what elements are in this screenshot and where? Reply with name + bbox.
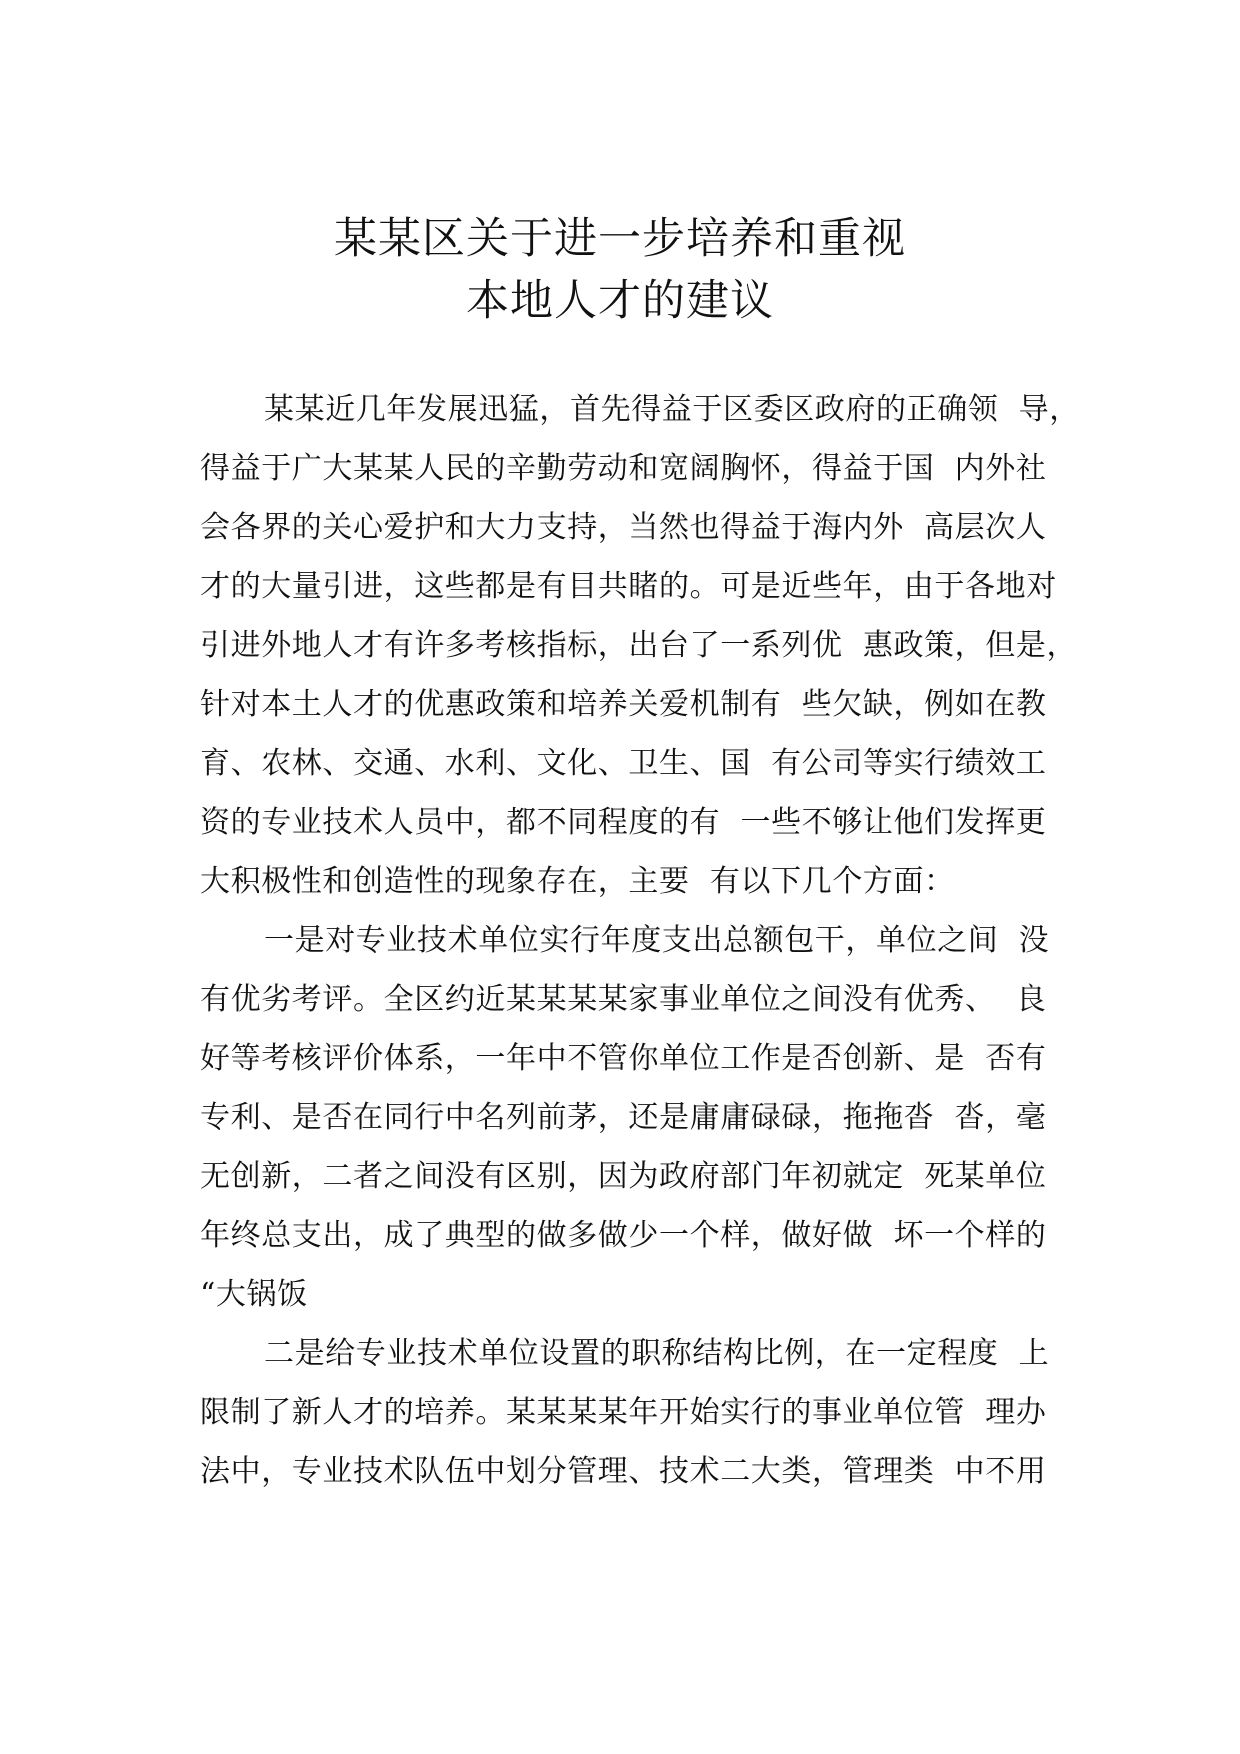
body-line: 资的专业技术人员中，都不同程度的有 一些不够让他们发挥更 (200, 805, 1047, 840)
body-line: 法中，专业技术队伍中划分管理、技术二大类，管理类 中不用 (200, 1454, 1047, 1489)
body-line: 一是对专业技术单位实行年度支出总额包干，单位之间 没 (264, 923, 1050, 958)
body-line: 有优劣考评。全区约近某某某某家事业单位之间没有优秀、 良 (200, 982, 1047, 1017)
body-line: “大锅饭 (200, 1277, 308, 1312)
body-line: 年终总支出，成了典型的做多做少一个样，做好做 坏一个样的 (200, 1218, 1047, 1253)
document-body (200, 380, 1080, 1501)
body-line: 某某近几年发展迅猛，首先得益于区委区政府的正确领 导， (264, 392, 1080, 427)
body-line: 才的大量引进，这些都是有目共睹的。可是近些年，由于各地对 (200, 569, 1057, 604)
title-line-1: 某某区关于进一步培养和重视 (334, 214, 906, 264)
title-line-2: 本地人才的建议 (466, 276, 774, 326)
body-line: 引进外地人才有许多考核指标，出台了一系列优 惠政策，但是， (200, 628, 1078, 663)
body-line: 无创新，二者之间没有区别，因为政府部门年初就定 死某单位 (200, 1159, 1047, 1194)
body-line: 限制了新人才的培养。某某某某年开始实行的事业单位管 理办 (200, 1395, 1047, 1430)
body-line: 好等考核评价体系，一年中不管你单位工作是否创新、是 否有 (200, 1041, 1047, 1076)
body-line: 得益于广大某某人民的辛勤劳动和宽阔胸怀，得益于国 内外社 (200, 451, 1047, 486)
body-line: 大积极性和创造性的现象存在，主要 有以下几个方面： (200, 864, 955, 899)
body-line: 二是给专业技术单位设置的职称结构比例，在一定程度 上 (264, 1336, 1050, 1371)
body-line: 针对本土人才的优惠政策和培养关爱机制有 些欠缺，例如在教 (200, 687, 1047, 722)
body-line: 会各界的关心爱护和大力支持，当然也得益于海内外 高层次人 (200, 510, 1047, 545)
document-title (0, 208, 1240, 332)
body-line: 育、农林、交通、水利、文化、卫生、国 有公司等实行绩效工 (200, 746, 1047, 781)
body-line: 专利、是否在同行中名列前茅，还是庸庸碌碌，拖拖沓 沓，毫 (200, 1100, 1047, 1135)
